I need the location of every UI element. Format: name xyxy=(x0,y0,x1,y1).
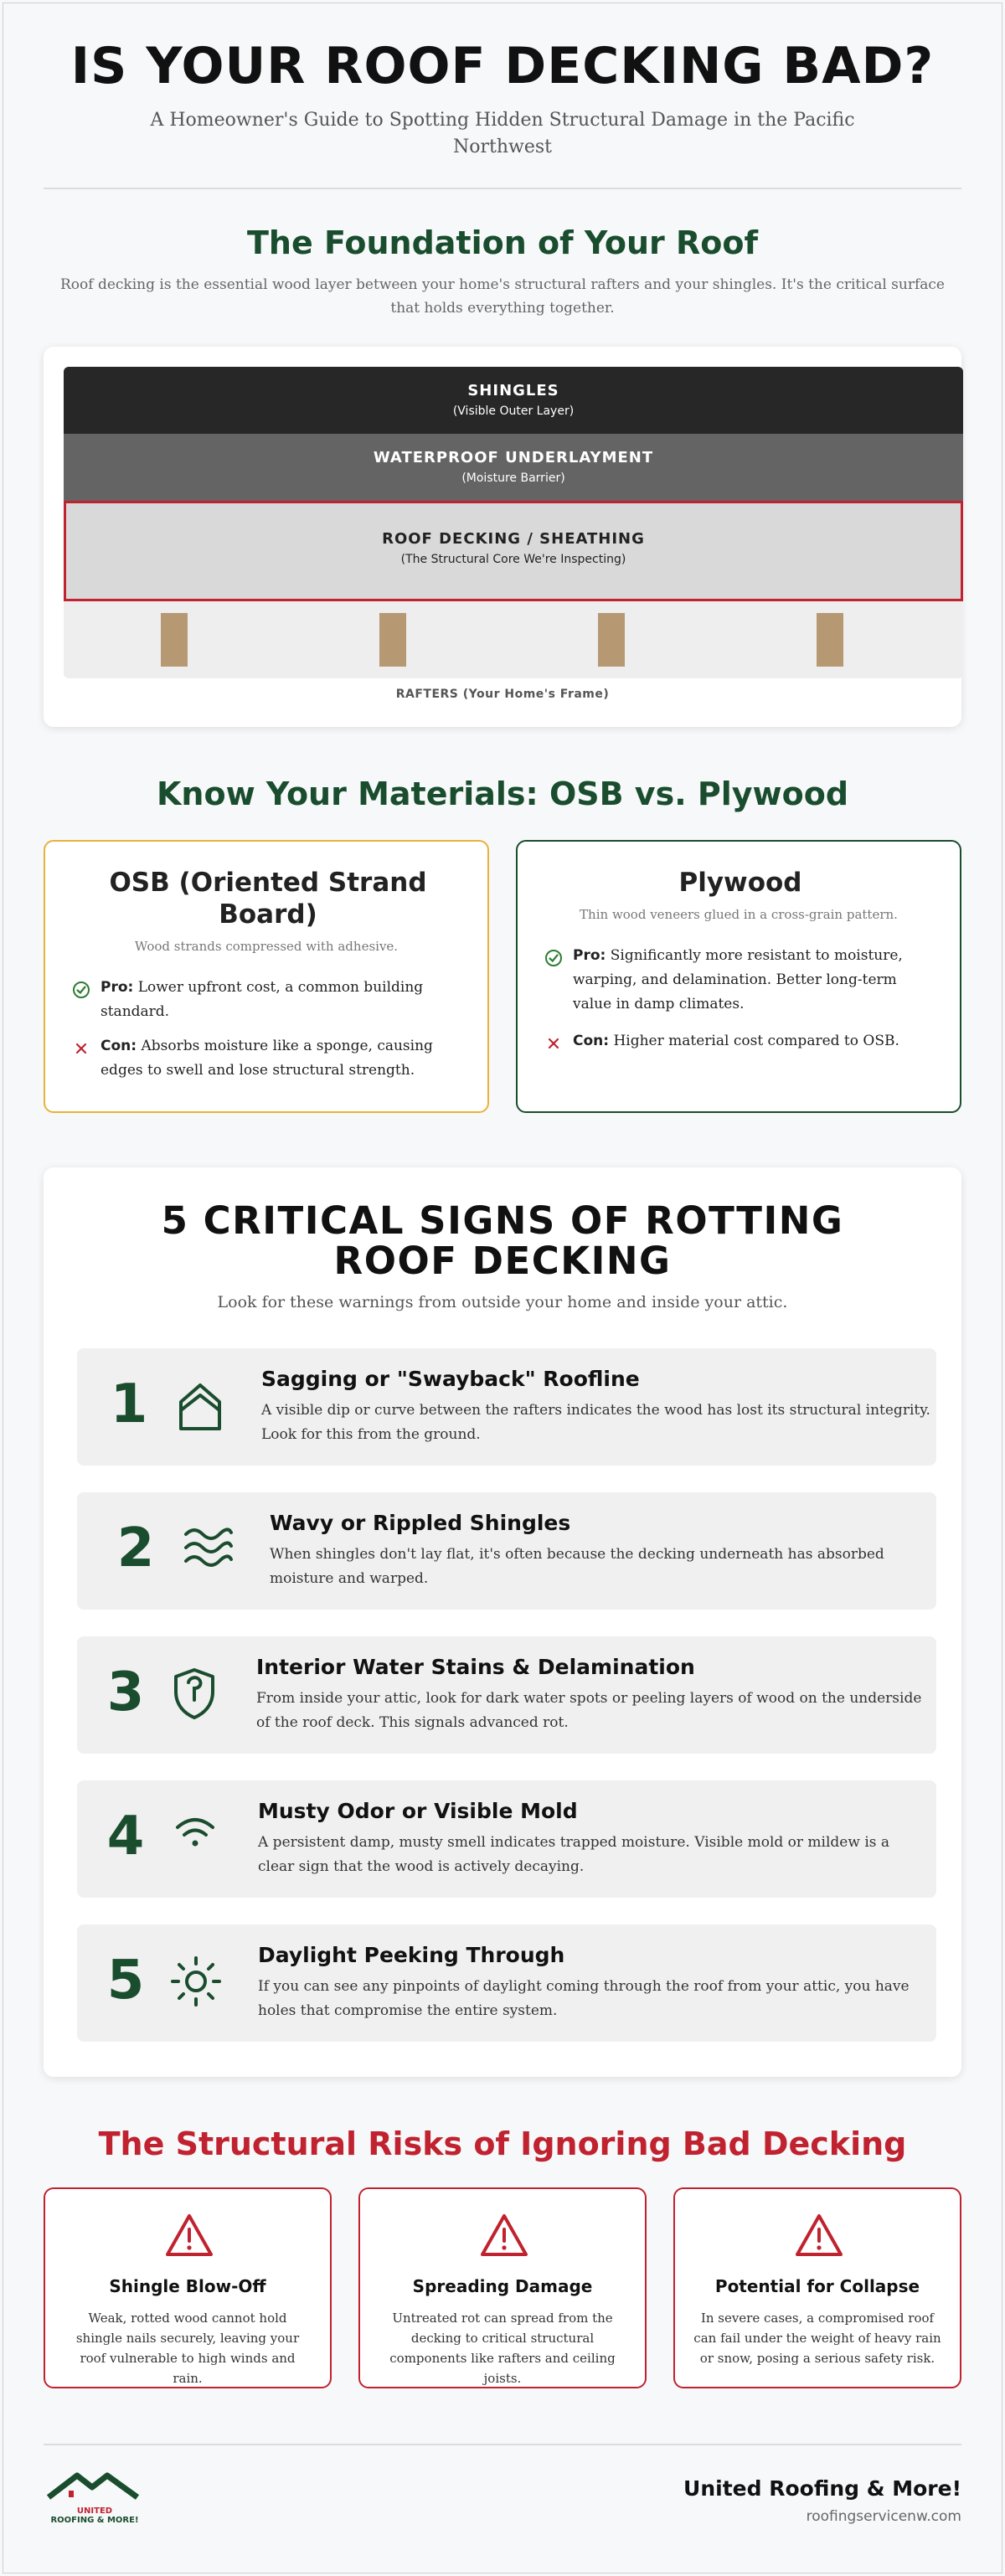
rafter xyxy=(817,613,843,667)
wifi-icon xyxy=(173,1812,218,1852)
risk-title: Potential for Collapse xyxy=(714,2276,920,2296)
risk-card xyxy=(673,2187,961,2388)
rafter xyxy=(161,613,188,667)
pro-text: Lower upfront cost, a common building standard. xyxy=(100,979,424,1020)
layer-title: WATERPROOF UNDERLAYMENT xyxy=(373,449,654,466)
sign-number: 2 xyxy=(116,1517,155,1579)
waves-icon xyxy=(181,1522,234,1573)
house-icon xyxy=(176,1378,224,1434)
sign-item xyxy=(77,1780,936,1898)
sign-desc: If you can see any pinpoints of daylight coming through the roof from your attic, you have holes that compromise the entire system. xyxy=(258,1978,910,2019)
shield-icon xyxy=(171,1667,218,1720)
sign-title: Musty Odor or Visible Mold xyxy=(258,1799,578,1823)
layer-underlayment xyxy=(64,434,963,501)
risk-desc: In severe cases, a compromised roof can fail under the weight of heavy rain or snow, posing a serious safety risk. xyxy=(693,2311,941,2366)
rafters-label: RAFTERS (Your Home's Frame) xyxy=(395,688,610,701)
plywood-con xyxy=(544,1029,936,1054)
divider xyxy=(44,188,961,189)
con-label: Con: xyxy=(573,1033,610,1049)
osb-pro xyxy=(72,976,464,1024)
rafter xyxy=(598,613,625,667)
risk-title: Spreading Damage xyxy=(412,2276,593,2296)
con-label: Con: xyxy=(100,1038,137,1054)
warning-icon xyxy=(479,2213,529,2259)
foundation-title: The Foundation of Your Roof xyxy=(246,224,759,261)
risk-card xyxy=(44,2187,332,2388)
roof-logo-icon xyxy=(44,2469,142,2509)
plywood-desc: Thin wood veneers glued in a cross-grain pattern. xyxy=(580,907,898,922)
roof-layers-diagram xyxy=(44,347,961,727)
sign-desc: A persistent damp, musty smell indicates trapped moisture. Visible mold or mildew is a clear sign that the wood is actively decaying. xyxy=(258,1834,890,1875)
layer-title: SHINGLES xyxy=(467,382,559,399)
sign-desc: When shingles don't lay flat, it's often because the decking underneath has absorbed moisture and warped. xyxy=(270,1546,884,1587)
sign-desc: A visible dip or curve between the rafters indicates the wood has lost its structural integrity. Look for this from the ground. xyxy=(261,1402,930,1443)
sun-icon xyxy=(169,1955,223,2008)
sign-item xyxy=(77,1924,936,2042)
sign-title: Interior Water Stains & Delamination xyxy=(256,1655,695,1679)
logo-word-united: UNITED xyxy=(76,2506,113,2516)
pro-label: Pro: xyxy=(573,947,606,964)
layer-decking xyxy=(64,501,963,601)
osb-con xyxy=(72,1034,464,1083)
risk-desc: Untreated rot can spread from the decking to critical structural components like rafters and ceiling joists. xyxy=(389,2311,616,2386)
pro-label: Pro: xyxy=(100,979,134,996)
page-subtitle: A Homeowner's Guide to Spotting Hidden Structural Damage in the Pacific Northwest xyxy=(150,110,855,157)
signs-card xyxy=(44,1167,961,2077)
sign-desc: From inside your attic, look for dark water spots or peeling layers of wood on the underside of the roof deck. This signals advanced rot. xyxy=(256,1690,922,1731)
signs-intro: Look for these warnings from outside your home and inside your attic. xyxy=(217,1293,788,1311)
con-text: Higher material cost compared to OSB. xyxy=(613,1033,899,1049)
risk-title: Shingle Blow-Off xyxy=(109,2276,266,2296)
company-logo xyxy=(44,2469,142,2527)
osb-card xyxy=(44,840,489,1113)
rafter xyxy=(379,613,406,667)
signs-title: 5 CRITICAL SIGNS OF ROTTING ROOF DECKING xyxy=(161,1198,844,1283)
layer-subtitle: (The Structural Core We're Inspecting) xyxy=(400,553,626,566)
check-circle-icon xyxy=(72,981,90,999)
sign-number: 4 xyxy=(106,1806,145,1868)
plywood-card xyxy=(516,840,961,1113)
sign-title: Sagging or "Swayback" Roofline xyxy=(261,1367,640,1391)
page-title: IS YOUR ROOF DECKING BAD? xyxy=(70,37,935,95)
plywood-title: Plywood xyxy=(678,868,802,898)
brand-name: United Roofing & More! xyxy=(683,2476,961,2501)
osb-title: OSB (Oriented Strand Board) xyxy=(109,868,427,930)
layer-title: ROOF DECKING / SHEATHING xyxy=(382,530,645,548)
sign-item xyxy=(77,1348,936,1466)
sign-number: 3 xyxy=(106,1662,145,1723)
plywood-pro xyxy=(544,944,936,1017)
sign-item xyxy=(77,1636,936,1754)
footer-divider xyxy=(44,2444,961,2445)
sign-title: Wavy or Rippled Shingles xyxy=(270,1511,571,1535)
warning-icon xyxy=(164,2213,214,2259)
website-link[interactable]: roofingservicenw.com xyxy=(806,2508,961,2525)
con-text: Absorbs moisture like a sponge, causing edges to swell and lose structural strength. xyxy=(100,1038,433,1079)
foundation-intro: Roof decking is the essential wood layer between your home's structural rafters and your shingles. It's the critical surface that holds everything together. xyxy=(60,276,945,317)
check-circle-icon xyxy=(544,949,563,967)
materials-title: Know Your Materials: OSB vs. Plywood xyxy=(156,775,849,812)
x-icon xyxy=(72,1039,90,1058)
risk-desc: Weak, rotted wood cannot hold shingle nails securely, leaving your roof vulnerable to high winds and rain. xyxy=(75,2311,300,2386)
risks-title: The Structural Risks of Ignoring Bad Decking xyxy=(98,2125,907,2162)
sign-title: Daylight Peeking Through xyxy=(258,1943,565,1967)
sign-number: 5 xyxy=(106,1950,145,2012)
sign-item xyxy=(77,1492,936,1610)
risk-card xyxy=(358,2187,647,2388)
layer-shingles xyxy=(64,367,963,434)
layer-subtitle: (Moisture Barrier) xyxy=(461,471,565,485)
osb-desc: Wood strands compressed with adhesive. xyxy=(134,939,399,954)
layer-subtitle: (Visible Outer Layer) xyxy=(452,404,575,418)
x-icon xyxy=(544,1034,563,1053)
sign-number: 1 xyxy=(110,1373,148,1435)
logo-word-roofing: ROOFING & MORE! xyxy=(50,2516,139,2525)
pro-text: Significantly more resistant to moisture, warping, and delamination. Better long-term value in damp climates. xyxy=(573,947,903,1012)
warning-icon xyxy=(794,2213,844,2259)
